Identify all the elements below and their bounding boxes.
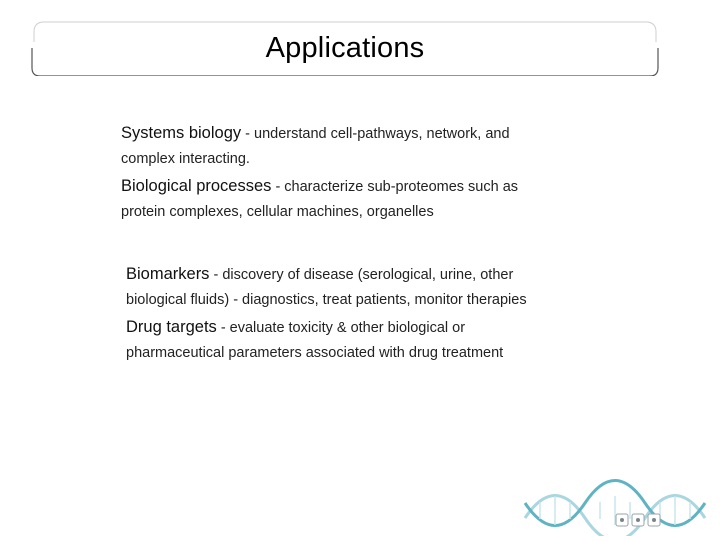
item-term: Systems biology	[121, 124, 242, 142]
list-item-drug-targets	[126, 315, 686, 365]
item-description-line2: complex interacting.	[121, 151, 250, 167]
item-description-line1: - discovery of disease (serological, urine, other	[209, 267, 514, 283]
dna-helix-logo	[520, 478, 710, 536]
item-description-line2: pharmaceutical parameters associated with drug treatment	[126, 345, 504, 361]
item-description-line2: protein complexes, cellular machines, organelles	[121, 204, 434, 220]
list-item-systems-biology	[121, 121, 681, 171]
title-frame	[30, 20, 660, 76]
item-description-line1: - evaluate toxicity & other biological or	[216, 320, 466, 336]
list-item-biomarkers	[126, 262, 686, 312]
item-description-line2: biological fluids) - diagnostics, treat patients, monitor therapies	[126, 292, 527, 308]
list-item-biological-processes	[121, 174, 681, 224]
item-term: Biomarkers	[126, 265, 210, 283]
item-term: Drug targets	[126, 318, 217, 336]
dna-helix-icon	[520, 478, 710, 536]
item-description-line1: - characterize sub-proteomes such as	[271, 179, 519, 195]
item-description-line1: - understand cell-pathways, network, and	[241, 126, 510, 142]
slide-title: Applications	[265, 32, 425, 64]
item-term: Biological processes	[121, 177, 272, 195]
